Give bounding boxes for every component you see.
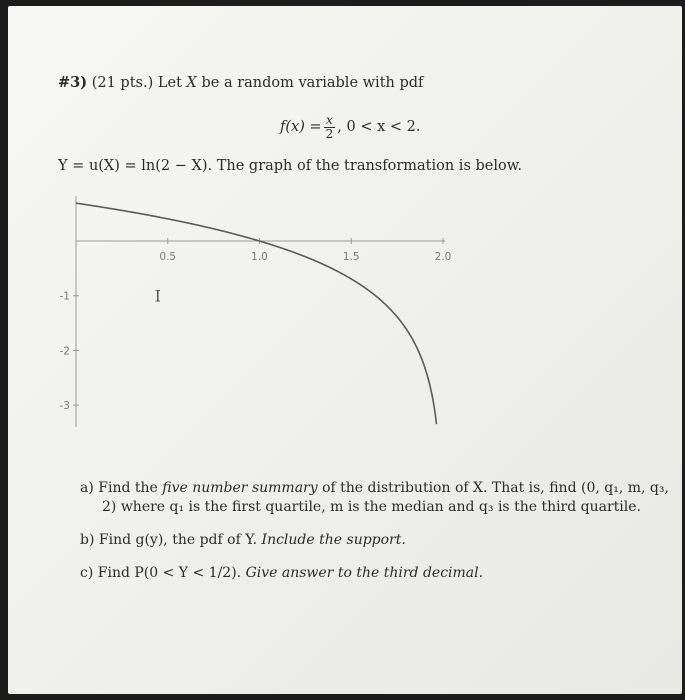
pdf-support: , 0 < x < 2. [337,119,421,136]
question-b [80,531,670,550]
question-a-text-2: of the distribution of X. That is, find (0, q₁, m, q₃, 2) where q₁ is the first quartile, m is the median and q₃ is the third quartile. [102,480,669,515]
worksheet-page [8,6,682,694]
question-c-text: Find P(0 < Y < 1/2). [97,564,246,581]
x-tick-label: 1.0 [251,251,268,264]
question-c-emphasis: Give answer to the third decimal. [245,564,484,581]
graph-annotation-layer [155,287,161,306]
y-tick-label: -2 [59,345,70,358]
question-b-letter: b) [80,531,95,548]
problem-label: #3) [58,74,88,91]
pdf-numerator: x [326,113,333,127]
question-list [80,479,670,597]
pdf-fraction [324,114,336,140]
graph-curve-layer [76,203,437,424]
pdf-denominator: 2 [325,126,334,141]
transformation-statement: Y = u(X) = ln(2 − X). The graph of the transformation is below. [58,158,523,174]
problem-intro-a: Let [157,75,187,91]
curve-ln-2-minus-x [76,203,437,424]
question-b-emphasis: Include the support. [261,531,406,548]
question-c [80,564,670,583]
problem-intro-b: be a random variable with pdf [196,75,424,91]
x-tick-label: 1.5 [342,251,360,264]
x-tick-label: 2.0 [434,251,452,264]
problem-intro-var: X [186,75,197,91]
question-b-text: Find g(y), the pdf of Y. [98,531,262,548]
y-tick-label: -1 [59,290,70,303]
transformation-graph [48,192,468,432]
pdf-equation [280,114,420,140]
problem-heading [58,74,423,91]
question-a-letter: a) [80,480,94,496]
pdf-lhs: f(x) = [280,119,322,136]
question-c-letter: c) [80,564,94,581]
graph-axes [76,196,445,427]
question-a-text-1: Find the [98,480,163,496]
problem-points: (21 pts.) [91,75,154,91]
x-tick-label: 0.5 [159,251,177,264]
question-a-emphasis: five number summary [162,480,318,496]
graph-tick-labels [60,238,452,412]
question-a [80,479,670,517]
y-tick-label: -3 [59,400,70,413]
cursor-annotation: I [154,286,161,306]
